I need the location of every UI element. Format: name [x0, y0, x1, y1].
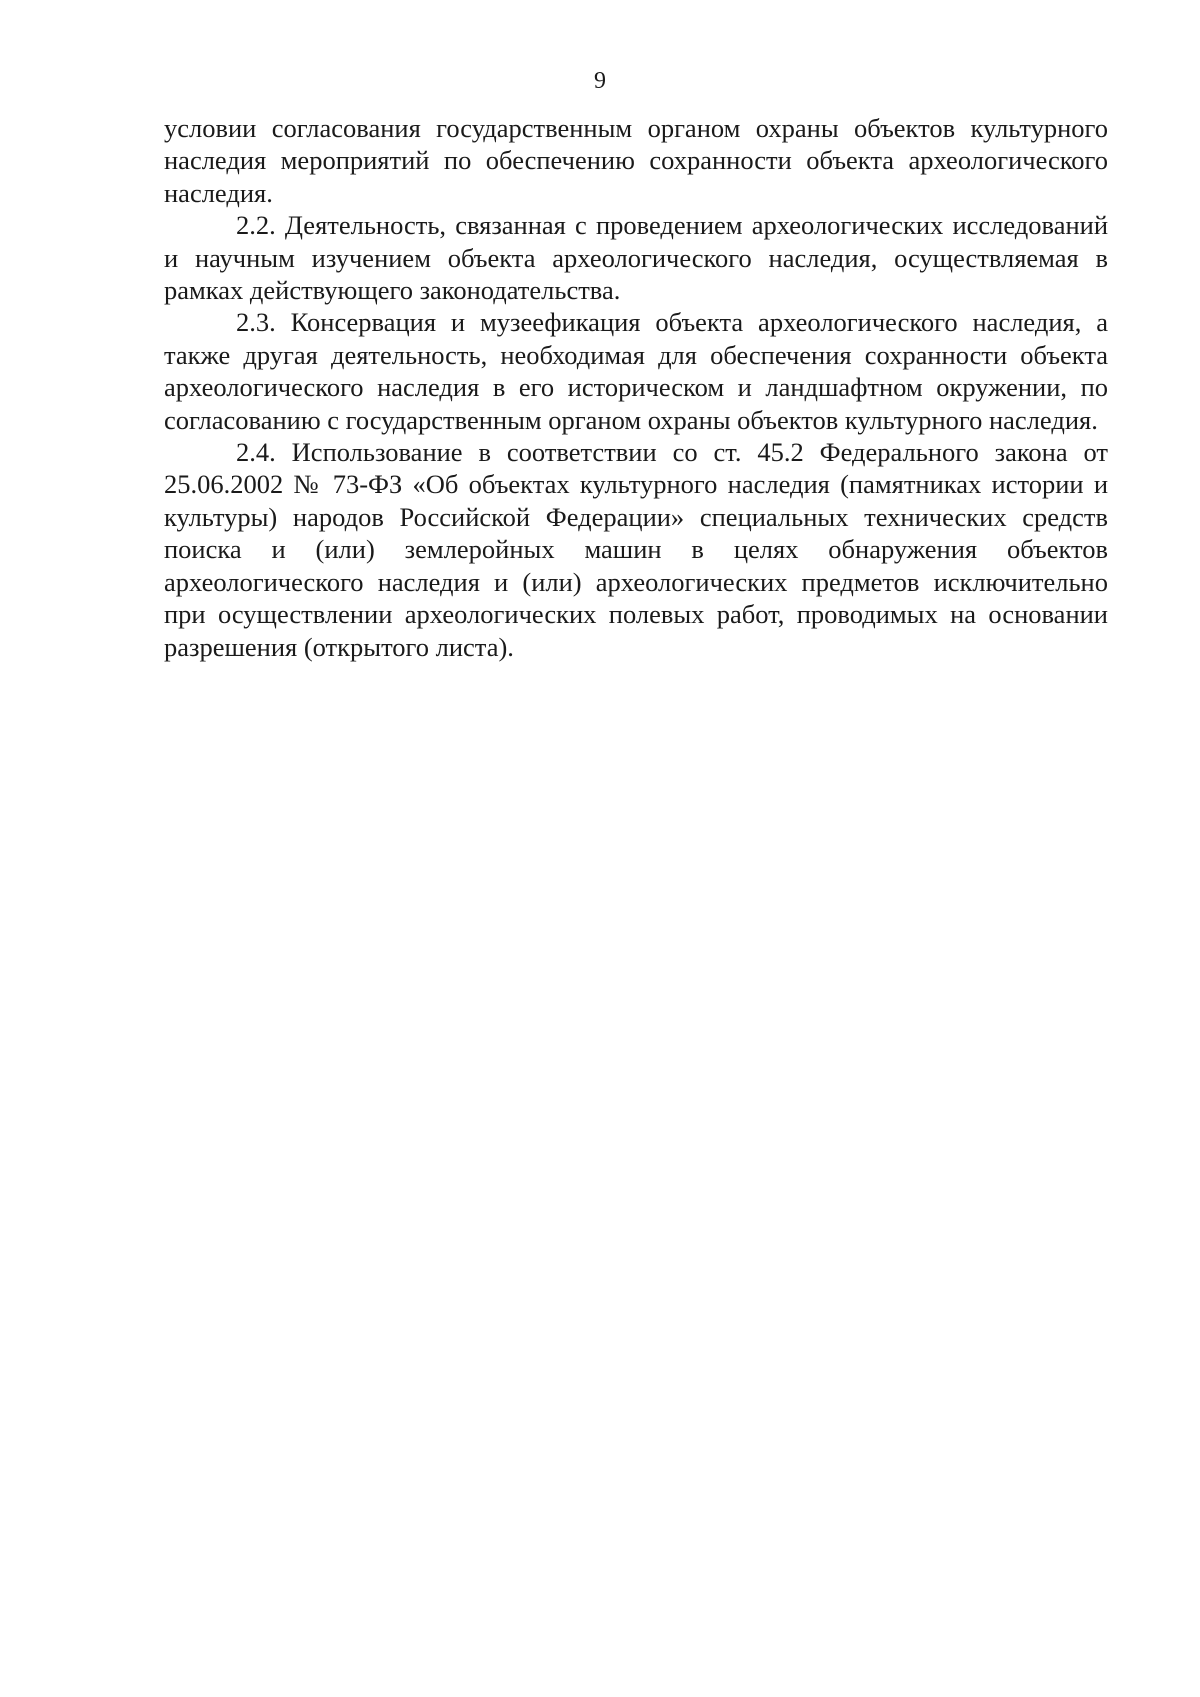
paragraph-2-2: 2.2. Деятельность, связанная с проведением археологических исследований и научным изучением объекта археологического наследия, осуществляемая в рамках действующего законодательства. [164, 210, 1108, 306]
document-body [164, 112, 1108, 663]
paragraph-2-3: 2.3. Консервация и музеефикация объекта археологического наследия, а также другая деятельность, необходимая для обеспечения сохранности объекта археологического наследия в его историческом и ландшафтном окружении, по согласованию с государственным органом охраны объектов культурного наследия. [164, 307, 1108, 435]
page-number: 9 [594, 68, 606, 94]
paragraph-2-4: 2.4. Использование в соответствии со ст. 45.2 Федерального закона от 25.06.2002 № 73-ФЗ «Об объектах культурного наследия (памятниках истории и культуры) народов Российской Федерации» специальных технических средств поиска и (или) землеройных машин в целях обнаружения объектов археологического наследия и (или) археологических предметов исключительно при осуществлении археологических полевых работ, проводимых на основании разрешения (открытого листа). [164, 437, 1108, 662]
paragraph-continuation: условии согласования государственным органом охраны объектов культурного наследия мероприятий по обеспечению сохранности объекта археологического наследия. [164, 113, 1108, 208]
